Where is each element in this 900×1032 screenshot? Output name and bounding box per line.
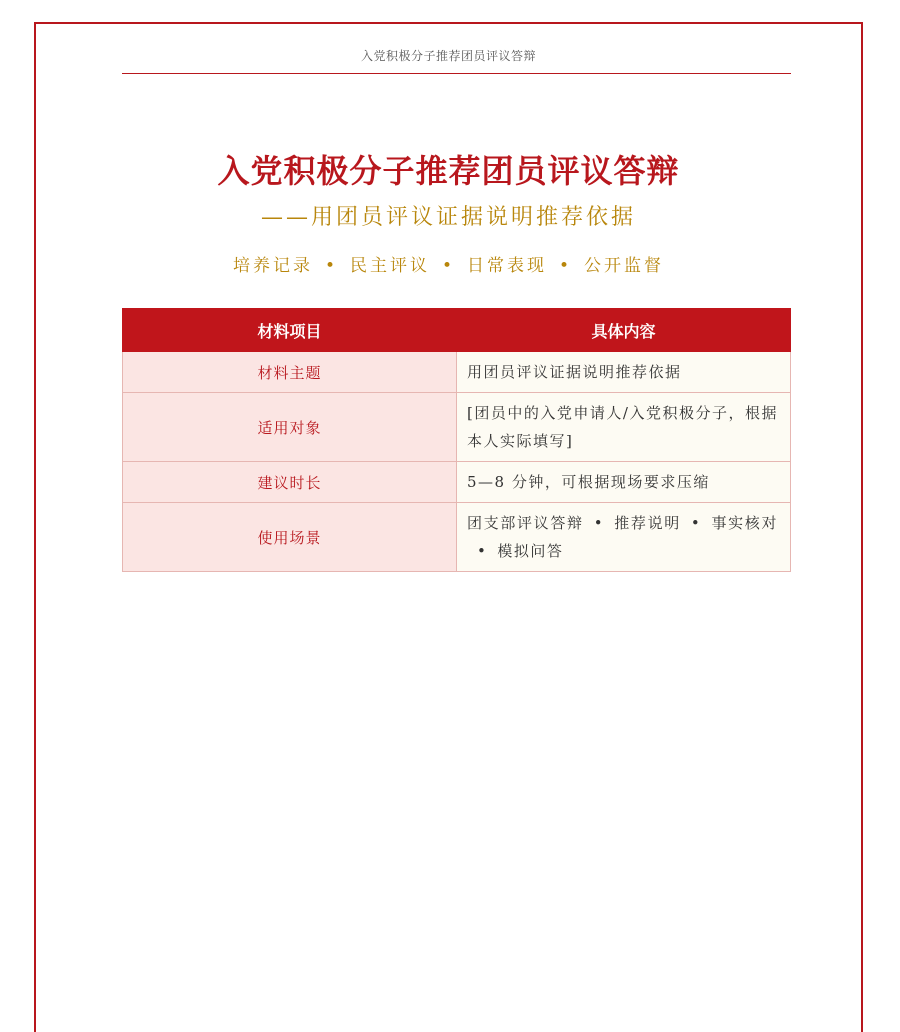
table-row bbox=[123, 462, 791, 503]
material-info-table bbox=[122, 308, 791, 572]
keyword-public-supervision: 公开监督 bbox=[584, 256, 665, 276]
scene-item: 模拟问答 bbox=[497, 542, 564, 560]
content-cell: [团员中的入党申请人/入党积极分子，根据本人实际填写] bbox=[457, 393, 791, 462]
table-row bbox=[123, 352, 791, 393]
page-title: 入党积极分子推荐团员评议答辩 bbox=[217, 152, 680, 190]
scene-separator: • bbox=[690, 514, 702, 532]
scene-item: 事实核对 bbox=[711, 514, 778, 532]
scene-item: 团支部评议答辩 bbox=[467, 514, 584, 532]
content-cell: 5—8 分钟，可根据现场要求压缩 bbox=[457, 462, 791, 503]
keyword-training-record: 培养记录 bbox=[232, 256, 313, 276]
table-header-row bbox=[123, 309, 791, 352]
content-cell: 用团员评议证据说明推荐依据 bbox=[457, 352, 791, 393]
content-cell bbox=[457, 503, 791, 572]
keyword-separator: • bbox=[559, 256, 573, 276]
item-cell: 建议时长 bbox=[123, 462, 457, 503]
scene-item: 推荐说明 bbox=[614, 514, 681, 532]
header-divider bbox=[122, 73, 791, 74]
keyword-separator: • bbox=[441, 256, 456, 276]
page-subtitle: ——用团员评议证据说明推荐依据 bbox=[260, 205, 636, 230]
keyword-daily-performance: 日常表现 bbox=[467, 256, 548, 276]
keyword-democratic-review: 民主评议 bbox=[349, 256, 430, 276]
keyword-separator: • bbox=[324, 256, 338, 276]
column-header-content: 具体内容 bbox=[457, 309, 791, 352]
item-cell: 使用场景 bbox=[123, 503, 457, 572]
table-row bbox=[123, 503, 791, 572]
item-cell: 适用对象 bbox=[123, 393, 457, 462]
running-header: 入党积极分子推荐团员评议答辩 bbox=[360, 49, 536, 63]
keyword-line bbox=[36, 251, 861, 276]
scene-separator: • bbox=[477, 542, 488, 560]
column-header-item: 材料项目 bbox=[123, 309, 457, 352]
document-page bbox=[34, 22, 863, 1032]
table-row bbox=[123, 393, 791, 462]
scene-separator: • bbox=[593, 514, 605, 532]
item-cell: 材料主题 bbox=[123, 352, 457, 393]
